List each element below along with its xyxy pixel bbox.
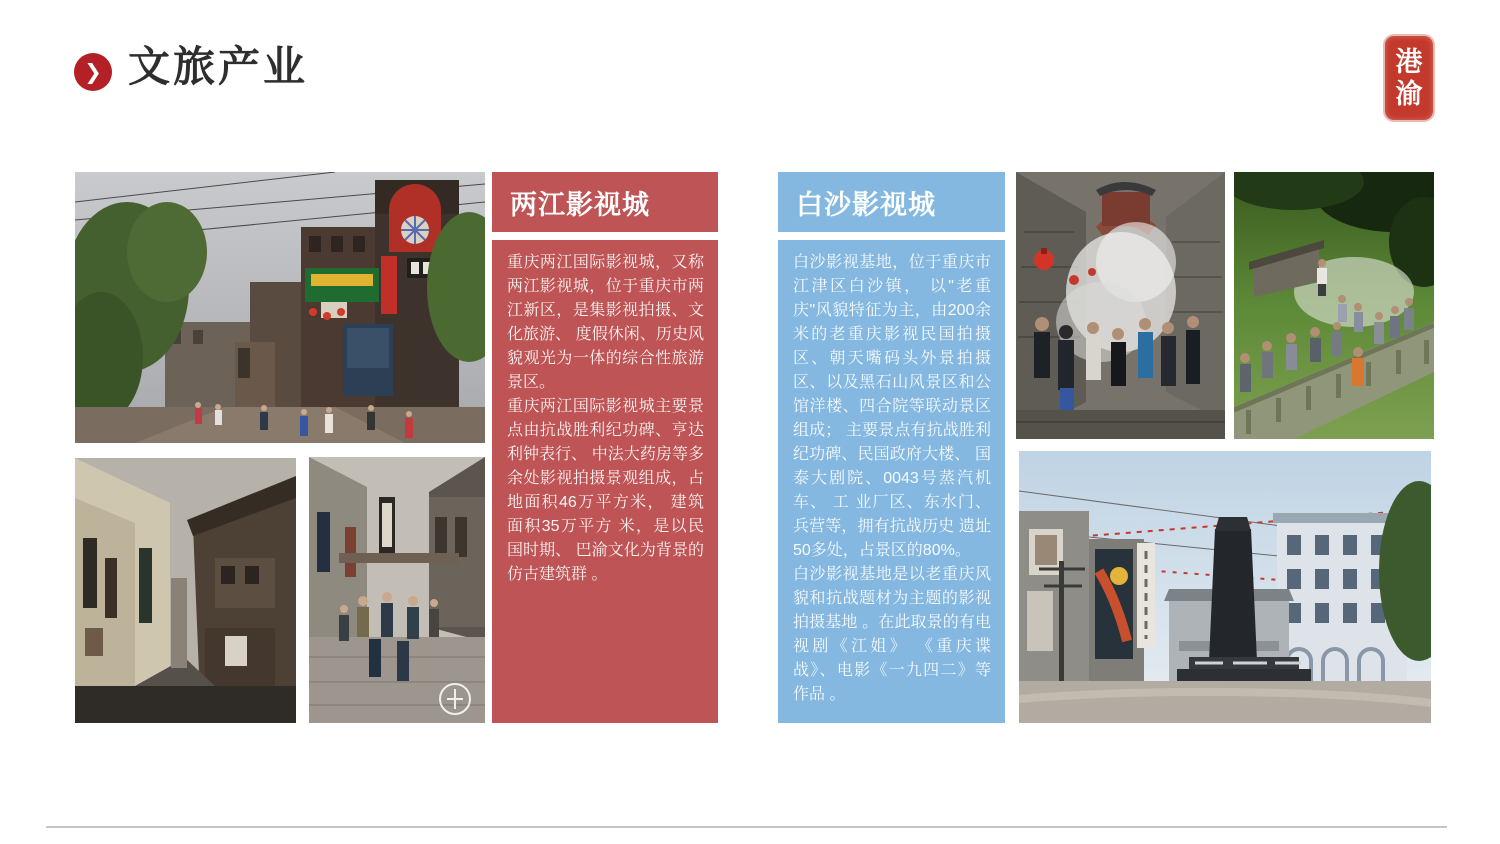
chevron-glyph: ❯ xyxy=(84,60,102,84)
photo-illustration xyxy=(1234,172,1434,439)
page-title: 文旅产业 xyxy=(128,45,309,91)
panel-title-liangjiang: 两江影视城 xyxy=(492,172,718,232)
photo-baisha-bridge-scene xyxy=(1234,172,1434,439)
brand-seal-icon xyxy=(1385,36,1433,120)
photo-illustration xyxy=(75,458,296,723)
seal-char-bottom: 渝 xyxy=(1395,79,1423,109)
footer-divider xyxy=(46,826,1447,828)
panel-paragraph: 白沙影视基地是以老重庆风貌和抗战题材为主题的影视拍摄基地 。在此取景的有电视剧《江姐》 《重庆谍战》、电影《一九四二》等作品 。 xyxy=(793,566,991,703)
photo-liangjiang-old-alley xyxy=(75,458,296,723)
photo-baisha-filming-alley xyxy=(1016,172,1225,439)
panel-title-baisha: 白沙影视城 xyxy=(778,172,1005,232)
panel-baisha xyxy=(778,172,1005,723)
photo-liangjiang-costumed-walkers xyxy=(309,457,485,723)
panel-body-baisha xyxy=(778,240,1005,723)
photo-illustration xyxy=(1016,172,1225,439)
photo-illustration xyxy=(1019,451,1431,723)
photo-illustration xyxy=(309,457,485,723)
chevron-icon xyxy=(74,53,112,91)
photo-liangjiang-theater-street xyxy=(75,172,485,443)
panel-body-liangjiang xyxy=(492,240,718,723)
photo-illustration xyxy=(75,172,485,443)
panel-liangjiang xyxy=(492,172,718,723)
panel-paragraph: 重庆两江国际影视城主要景点由抗战胜利纪功碑、亨达利钟表行、 中法大药房等多余处影视拍摄景观组成，占地面积46万平方米， 建筑面积35万平方 米，是以民国时期、 巴渝文化为背景的仿古建筑群 。 xyxy=(507,398,704,583)
panel-paragraph: 重庆两江国际影视城，又称两江影视城，位于重庆市两江新区，是集影视拍摄、文化旅游、 度假休闲、历史风貌观光为一体的综合性旅游景区。 xyxy=(507,254,704,391)
panel-paragraph: 白沙影视基地，位于重庆市江津区白沙镇， 以"老重庆"风貌特征为主，由200余米的老重庆影视民国拍摄 区、朝天嘴码头外景拍摄区、以及黑石山风景区和公馆洋楼、四合院等联动景区组成； 主要景点有抗战胜利纪功碑、民国政府大楼、 国泰大剧院、0043号蒸汽机车、 工 业厂区、东水门、兵营等，拥有抗战历史 遗址50多处，占景区的80%。 xyxy=(793,254,991,559)
photo-baisha-monument-street xyxy=(1019,451,1431,723)
seal-char-top: 港 xyxy=(1395,47,1423,77)
